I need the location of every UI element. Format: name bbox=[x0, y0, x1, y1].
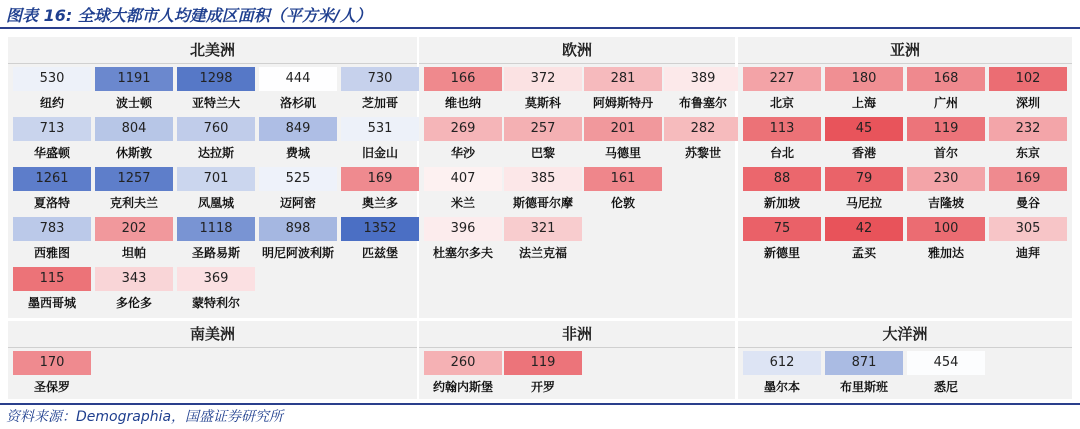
heat-cell: 385 bbox=[504, 167, 582, 191]
city-label: 费城 bbox=[285, 146, 310, 160]
city-label: 达拉斯 bbox=[197, 146, 234, 160]
city-label: 新加坡 bbox=[763, 196, 800, 210]
city-label: 匹兹堡 bbox=[361, 246, 398, 260]
heat-cell: 269 bbox=[424, 117, 502, 141]
heat-cell: 202 bbox=[95, 217, 173, 241]
city-label: 深圳 bbox=[1015, 96, 1040, 110]
heat-cell: 1257 bbox=[95, 167, 173, 191]
city-label: 多伦多 bbox=[115, 296, 152, 310]
panel-title: 欧洲 bbox=[419, 37, 735, 64]
heat-cell: 760 bbox=[177, 117, 255, 141]
heat-cell: 1261 bbox=[13, 167, 91, 191]
city-label: 台北 bbox=[769, 146, 794, 160]
panel-2 bbox=[419, 37, 735, 318]
heat-cell: 1191 bbox=[95, 67, 173, 91]
city-label: 巴黎 bbox=[530, 146, 555, 160]
heat-cell: 166 bbox=[424, 67, 502, 91]
heat-cell: 119 bbox=[504, 351, 582, 375]
heat-cell: 389 bbox=[664, 67, 742, 91]
city-label: 布鲁塞尔 bbox=[678, 96, 727, 110]
heat-cell: 730 bbox=[341, 67, 419, 91]
city-label: 东京 bbox=[1015, 146, 1040, 160]
city-label: 阿姆斯特丹 bbox=[592, 96, 653, 110]
heat-cell: 372 bbox=[504, 67, 582, 91]
panel-5 bbox=[419, 321, 735, 399]
city-label: 华沙 bbox=[450, 146, 475, 160]
city-label: 迈阿密 bbox=[279, 196, 316, 210]
heat-cell: 305 bbox=[989, 217, 1067, 241]
heat-cell: 169 bbox=[341, 167, 419, 191]
city-label: 明尼阿波利斯 bbox=[261, 246, 334, 260]
city-label: 坦帕 bbox=[121, 246, 146, 260]
city-label: 墨尔本 bbox=[763, 380, 800, 394]
heat-cell: 713 bbox=[13, 117, 91, 141]
heat-cell: 232 bbox=[989, 117, 1067, 141]
heat-cell: 369 bbox=[177, 267, 255, 291]
panel-4 bbox=[8, 321, 417, 399]
heat-cell: 1298 bbox=[177, 67, 255, 91]
bottom-rule bbox=[0, 403, 1080, 405]
city-label: 杜塞尔多夫 bbox=[432, 246, 493, 260]
heat-cell: 530 bbox=[13, 67, 91, 91]
heat-cell: 180 bbox=[825, 67, 903, 91]
heat-cell: 227 bbox=[743, 67, 821, 91]
city-label: 维也纳 bbox=[444, 96, 481, 110]
city-label: 西雅图 bbox=[33, 246, 70, 260]
city-label: 马德里 bbox=[604, 146, 641, 160]
heat-cell: 100 bbox=[907, 217, 985, 241]
city-label: 凤凰城 bbox=[197, 196, 234, 210]
heat-cell: 804 bbox=[95, 117, 173, 141]
city-label: 墨西哥城 bbox=[27, 296, 76, 310]
heat-cell: 1352 bbox=[341, 217, 419, 241]
panel-title: 非洲 bbox=[419, 321, 735, 348]
heat-cell: 115 bbox=[13, 267, 91, 291]
heat-cell: 898 bbox=[259, 217, 337, 241]
heat-cell: 871 bbox=[825, 351, 903, 375]
city-label: 孟买 bbox=[851, 246, 876, 260]
heat-cell: 281 bbox=[584, 67, 662, 91]
heat-cell: 102 bbox=[989, 67, 1067, 91]
figure-title: 图表 16: 全球大都市人均建成区面积（平方米/人） bbox=[6, 6, 372, 25]
city-label: 圣保罗 bbox=[33, 380, 70, 394]
city-label: 新德里 bbox=[763, 246, 800, 260]
heat-cell: 849 bbox=[259, 117, 337, 141]
city-label: 洛杉矶 bbox=[279, 96, 316, 110]
heat-cell: 783 bbox=[13, 217, 91, 241]
heat-cell: 169 bbox=[989, 167, 1067, 191]
heat-cell: 45 bbox=[825, 117, 903, 141]
heat-cell: 396 bbox=[424, 217, 502, 241]
city-label: 首尔 bbox=[933, 146, 958, 160]
heat-cell: 170 bbox=[13, 351, 91, 375]
city-label: 马尼拉 bbox=[845, 196, 882, 210]
city-label: 北京 bbox=[769, 96, 794, 110]
heat-cell: 444 bbox=[259, 67, 337, 91]
city-label: 莫斯科 bbox=[524, 96, 561, 110]
panel-1 bbox=[8, 37, 417, 318]
city-label: 香港 bbox=[851, 146, 876, 160]
panel-title: 南美洲 bbox=[8, 321, 417, 348]
city-label: 米兰 bbox=[450, 196, 475, 210]
heat-cell: 230 bbox=[907, 167, 985, 191]
city-label: 布里斯班 bbox=[839, 380, 888, 394]
city-label: 克利夫兰 bbox=[109, 196, 158, 210]
city-label: 上海 bbox=[851, 96, 876, 110]
panel-3 bbox=[738, 37, 1072, 318]
city-label: 雅加达 bbox=[927, 246, 964, 260]
panel-title: 北美洲 bbox=[8, 37, 417, 64]
heat-cell: 260 bbox=[424, 351, 502, 375]
city-label: 华盛顿 bbox=[33, 146, 70, 160]
heat-cell: 525 bbox=[259, 167, 337, 191]
city-label: 圣路易斯 bbox=[191, 246, 240, 260]
heat-cell: 88 bbox=[743, 167, 821, 191]
city-label: 亚特兰大 bbox=[191, 96, 240, 110]
heat-cell: 201 bbox=[584, 117, 662, 141]
panel-title: 大洋洲 bbox=[738, 321, 1072, 348]
heat-cell: 701 bbox=[177, 167, 255, 191]
heat-cell: 1118 bbox=[177, 217, 255, 241]
heat-cell: 119 bbox=[907, 117, 985, 141]
city-label: 波士顿 bbox=[115, 96, 152, 110]
city-label: 休斯敦 bbox=[115, 146, 152, 160]
source-note: 资料来源：Demographia，国盛证券研究所 bbox=[6, 409, 284, 425]
heat-cell: 161 bbox=[584, 167, 662, 191]
top-rule bbox=[0, 27, 1080, 29]
city-label: 芝加哥 bbox=[361, 96, 398, 110]
panel-6 bbox=[738, 321, 1072, 399]
heat-cell: 282 bbox=[664, 117, 742, 141]
heat-cell: 612 bbox=[743, 351, 821, 375]
city-label: 吉隆坡 bbox=[927, 196, 964, 210]
city-label: 斯德哥尔摩 bbox=[512, 196, 573, 210]
heat-cell: 257 bbox=[504, 117, 582, 141]
heat-cell: 343 bbox=[95, 267, 173, 291]
city-label: 伦敦 bbox=[610, 196, 635, 210]
heat-cell: 42 bbox=[825, 217, 903, 241]
city-label: 纽约 bbox=[39, 96, 64, 110]
city-label: 法兰克福 bbox=[518, 246, 567, 260]
city-label: 蒙特利尔 bbox=[191, 296, 240, 310]
heat-cell: 531 bbox=[341, 117, 419, 141]
heat-cell: 168 bbox=[907, 67, 985, 91]
heat-cell: 407 bbox=[424, 167, 502, 191]
city-label: 奥兰多 bbox=[361, 196, 398, 210]
city-label: 广州 bbox=[933, 96, 958, 110]
city-label: 苏黎世 bbox=[684, 146, 721, 160]
city-label: 悉尼 bbox=[933, 380, 958, 394]
city-label: 旧金山 bbox=[361, 146, 398, 160]
heat-cell: 454 bbox=[907, 351, 985, 375]
heat-cell: 79 bbox=[825, 167, 903, 191]
heat-cell: 113 bbox=[743, 117, 821, 141]
heat-cell: 75 bbox=[743, 217, 821, 241]
city-label: 曼谷 bbox=[1015, 196, 1040, 210]
city-label: 开罗 bbox=[530, 380, 555, 394]
city-label: 约翰内斯堡 bbox=[432, 380, 493, 394]
heat-cell: 321 bbox=[504, 217, 582, 241]
city-label: 迪拜 bbox=[1015, 246, 1040, 260]
city-label: 夏洛特 bbox=[33, 196, 70, 210]
panel-title: 亚洲 bbox=[738, 37, 1072, 64]
